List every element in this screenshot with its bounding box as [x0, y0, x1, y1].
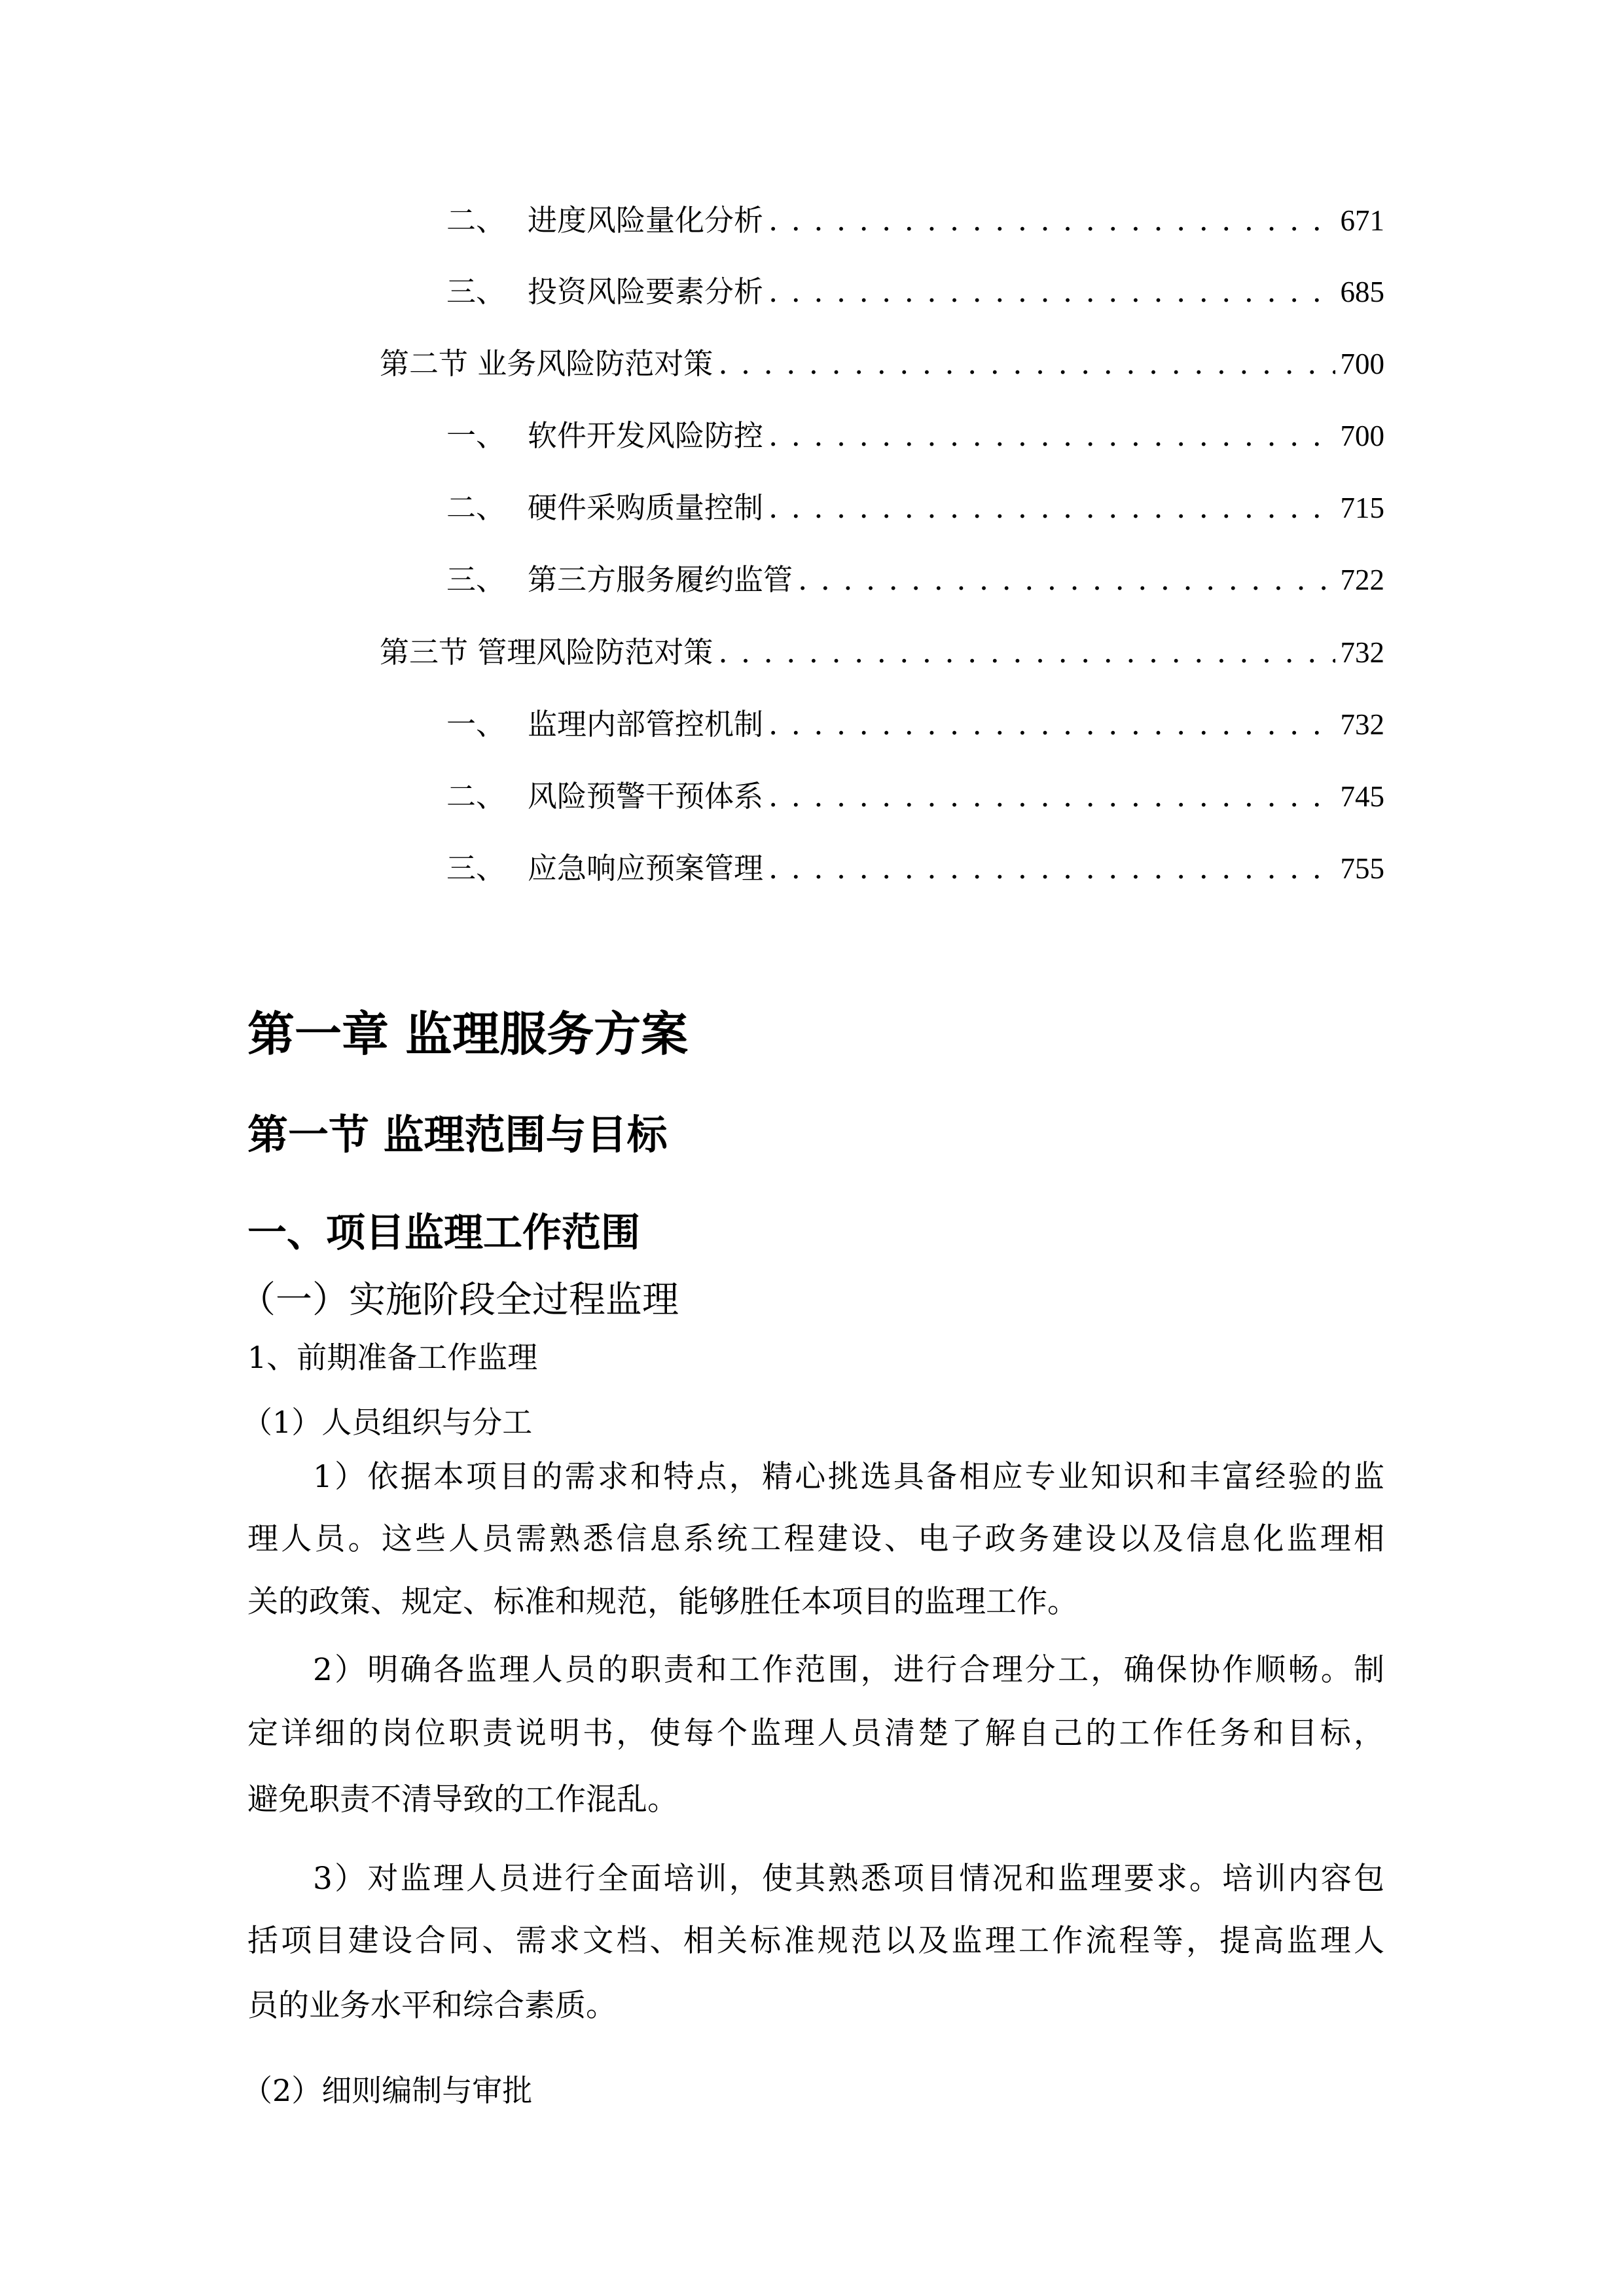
toc-entry-title: 进度风险量化分析	[528, 203, 764, 238]
toc-dot-leader	[768, 201, 1335, 240]
toc-dot-leader	[798, 560, 1335, 600]
toc-page-number: 700	[1340, 420, 1384, 452]
toc-entry[interactable]	[446, 488, 1384, 528]
toc-page-number: 685	[1340, 276, 1384, 308]
toc-entry-title: 第二节 业务风险防范对策	[380, 346, 713, 381]
toc-entry-number: 二、	[446, 490, 506, 525]
toc-entry-title: 硬件采购质量控制	[528, 490, 764, 525]
heading-level-3: 1、前期准备工作监理	[247, 1340, 538, 1375]
toc-entry-title: 第三方服务履约监管	[528, 562, 793, 597]
toc-entry[interactable]	[446, 777, 1384, 816]
toc-entry-title: 第三节 管理风险防范对策	[380, 635, 713, 670]
toc-dot-leader	[768, 272, 1335, 312]
heading-level-4: （1）人员组织与分工	[242, 1405, 533, 1440]
paragraph-line: 员的业务水平和综合素质。	[247, 1988, 617, 2024]
toc-entry[interactable]	[446, 849, 1384, 888]
toc-page-number: 755	[1340, 852, 1384, 885]
chapter-title: 第一章 监理服务方案	[247, 1007, 689, 1062]
toc-entry-title: 软件开发风险防控	[528, 418, 764, 453]
toc-page-number: 745	[1340, 780, 1384, 813]
toc-dot-leader	[768, 705, 1335, 744]
toc-entry-number: 一、	[446, 418, 506, 453]
toc-entry-number: 三、	[446, 851, 506, 886]
paragraph-line: 3）对监理人员进行全面培训，使其熟悉项目情况和监理要求。培训内容包	[313, 1861, 1384, 1897]
heading-level-2: （一）实施阶段全过程监理	[239, 1279, 679, 1321]
heading-level-4: （2）细则编制与审批	[242, 2073, 533, 2108]
paragraph-line: 括项目建设合同、需求文档、相关标准规范以及监理工作流程等，提高监理人	[247, 1923, 1384, 1959]
toc-entry-title: 监理内部管控机制	[528, 707, 764, 742]
toc-page-number: 715	[1340, 492, 1384, 524]
toc-entry[interactable]	[446, 560, 1384, 600]
toc-entry-title: 应急响应预案管理	[528, 851, 764, 886]
toc-dot-leader	[768, 488, 1335, 528]
toc-page-number: 700	[1340, 348, 1384, 380]
toc-entry-title: 风险预警干预体系	[528, 779, 764, 814]
paragraph-line: 避免职责不清导致的工作混乱。	[247, 1782, 678, 1818]
toc-page-number: 722	[1340, 564, 1384, 596]
toc-entry[interactable]	[446, 416, 1384, 456]
toc-entry-number: 一、	[446, 707, 506, 742]
toc-entry[interactable]	[380, 633, 1384, 672]
toc-dot-leader	[718, 633, 1335, 672]
toc-page-number: 732	[1340, 708, 1384, 741]
toc-entry[interactable]	[446, 201, 1384, 240]
heading-level-1: 一、项目监理工作范围	[247, 1210, 640, 1256]
toc-entry-number: 二、	[446, 779, 506, 814]
toc-entry-number: 三、	[446, 274, 506, 309]
toc-entry-number: 二、	[446, 203, 506, 238]
toc-entry[interactable]	[380, 344, 1384, 384]
toc-dot-leader	[718, 344, 1335, 384]
paragraph-line: 2）明确各监理人员的职责和工作范围，进行合理分工，确保协作顺畅。制	[313, 1652, 1384, 1688]
toc-dot-leader	[768, 849, 1335, 888]
paragraph-line: 1）依据本项目的需求和特点，精心挑选具备相应专业知识和丰富经验的监	[313, 1459, 1384, 1495]
paragraph-line: 定详细的岗位职责说明书，使每个监理人员清楚了解自己的工作任务和目标，	[247, 1715, 1384, 1751]
toc-dot-leader	[768, 416, 1335, 456]
toc-entry-title: 投资风险要素分析	[528, 274, 764, 309]
toc-dot-leader	[768, 777, 1335, 816]
toc-page-number: 732	[1340, 636, 1384, 669]
toc-page-number: 671	[1340, 204, 1384, 237]
section-title: 第一节 监理范围与目标	[247, 1111, 668, 1158]
toc-entry[interactable]	[446, 705, 1384, 744]
toc-entry-number: 三、	[446, 562, 506, 597]
toc-entry[interactable]	[446, 272, 1384, 312]
paragraph-line: 理人员。这些人员需熟悉信息系统工程建设、电子政务建设以及信息化监理相	[247, 1521, 1384, 1557]
paragraph-line: 关的政策、规定、标准和规范，能够胜任本项目的监理工作。	[247, 1584, 1078, 1620]
